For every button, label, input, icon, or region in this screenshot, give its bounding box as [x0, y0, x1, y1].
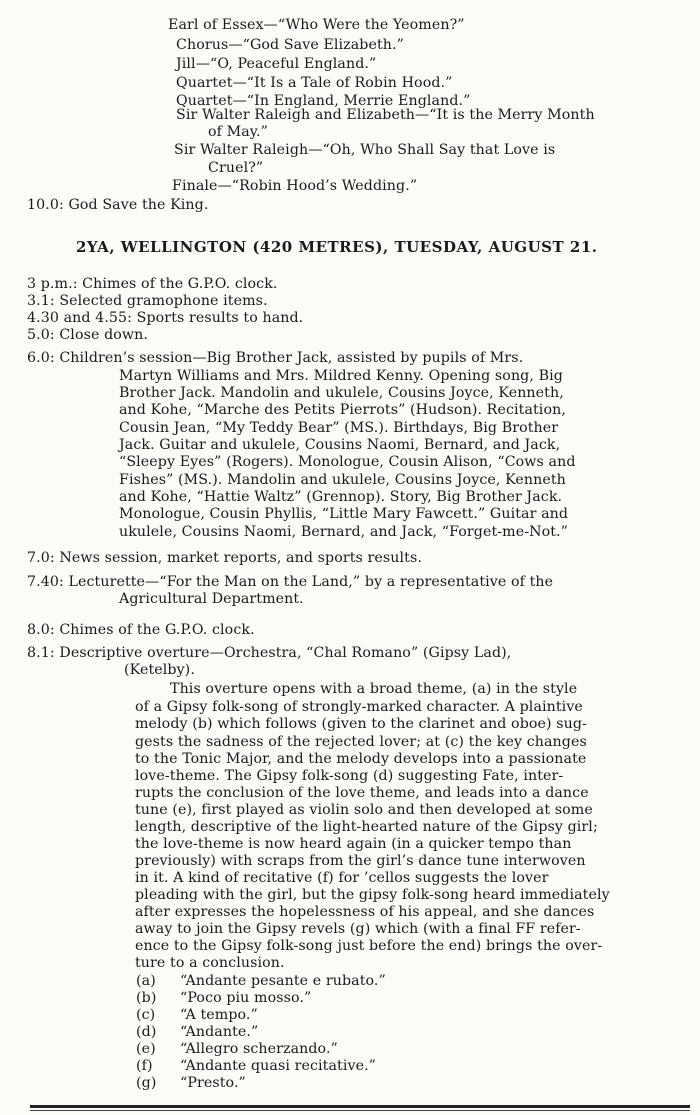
tempo-marking-text: “Andante.”	[180, 1024, 259, 1040]
schedule-line: and Kohe, “Hattie Waltz” (Grennop). Story, Big Brother Jack.	[119, 489, 563, 505]
schedule-line: ture to a conclusion.	[135, 955, 285, 971]
tempo-marking-text: “Presto.”	[180, 1075, 246, 1091]
schedule-line: to the Tonic Major, and the melody develops into a passionate	[135, 751, 587, 767]
schedule-line: in it. A kind of recitative (f) for ’cellos suggests the lover	[135, 870, 549, 886]
schedule-line: the love-theme is now heard again (in a quicker tempo than	[135, 836, 572, 852]
schedule-line: 3.1: Selected gramophone items.	[27, 293, 268, 309]
schedule-line: previously) with scraps from the girl’s dance tune interwoven	[135, 853, 586, 869]
schedule-line: “Sleepy Eyes” (Rogers). Monologue, Cousin Alison, “Cows and	[119, 454, 576, 470]
tempo-marking-label: (b)	[136, 990, 157, 1006]
schedule-line: of a Gipsy folk-song of strongly-marked character. A plaintive	[135, 699, 583, 715]
tempo-marking-label: (c)	[136, 1007, 156, 1023]
programme-line: Sir Walter Raleigh—“Oh, Who Shall Say that Love is	[174, 142, 556, 158]
tempo-marking-label: (g)	[136, 1075, 157, 1091]
bottom-rule	[30, 1105, 690, 1108]
schedule-line: 8.1: Descriptive overture—Orchestra, “Chal Romano” (Gipsy Lad),	[27, 645, 512, 661]
programme-line: Cruel?”	[208, 160, 264, 176]
schedule-line: 6.0: Children’s session—Big Brother Jack, assisted by pupils of Mrs.	[27, 350, 524, 366]
programme-line: Earl of Essex—“Who Were the Yeomen?”	[168, 17, 465, 33]
programme-line: Quartet—“It Is a Tale of Robin Hood.”	[176, 75, 453, 91]
schedule-line: Brother Jack. Mandolin and ukulele, Cousins Joyce, Kenneth,	[119, 385, 564, 401]
schedule-line: tune (e), first played as violin solo and then developed at some	[135, 802, 593, 818]
tempo-marking-text: “Poco piu mosso.”	[180, 990, 312, 1006]
tempo-marking-text: “Allegro scherzando.”	[180, 1041, 338, 1057]
programme-line: Chorus—“God Save Elizabeth.”	[176, 37, 404, 53]
programme-line: Quartet—“In England, Merrie England.”	[176, 93, 471, 109]
schedule-line: 7.0: News session, market reports, and sports results.	[27, 550, 422, 566]
station-heading: 2YA, WELLINGTON (420 METRES), TUESDAY, AUGUST 21.	[76, 238, 598, 256]
schedule-line: after expresses the hopelessness of his appeal, and she dances	[135, 904, 595, 920]
programme-line: Sir Walter Raleigh and Elizabeth—“It is the Merry Month	[176, 107, 595, 123]
schedule-line: Jack. Guitar and ukulele, Cousins Naomi, Bernard, and Jack,	[119, 437, 561, 453]
tempo-marking-text: “Andante pesante e rubato.”	[180, 973, 386, 989]
bottom-rule-thin	[30, 1110, 690, 1111]
schedule-line: and Kohe, “Marche des Petits Pierrots” (Hudson). Recitation,	[119, 402, 566, 418]
schedule-line: ence to the Gipsy folk-song just before the end) brings the over-	[135, 938, 603, 954]
schedule-line: Cousin Jean, “My Teddy Bear” (MS.). Birthdays, Big Brother	[119, 420, 559, 436]
tempo-marking-label: (e)	[136, 1041, 156, 1057]
schedule-line: rupts the conclusion of the love theme, and leads into a dance	[135, 785, 589, 801]
schedule-line: melody (b) which follows (given to the clarinet and oboe) sug-	[135, 716, 587, 732]
schedule-line: This overture opens with a broad theme, (a) in the style	[170, 681, 578, 697]
schedule-line: length, descriptive of the light-hearted nature of the Gipsy girl;	[135, 819, 598, 835]
schedule-line: 5.0: Close down.	[27, 327, 148, 343]
programme-line: Jill—“O, Peaceful England.”	[176, 56, 377, 72]
tempo-marking-label: (a)	[136, 973, 156, 989]
schedule-line: Fishes” (MS.). Mandolin and ukulele, Cousins Joyce, Kenneth	[119, 472, 566, 488]
schedule-line: gests the sadness of the rejected lover; at (c) the key changes	[135, 734, 587, 750]
schedule-line: 7.40: Lecturette—“For the Man on the Land,” by a representative of the	[27, 574, 554, 590]
schedule-line: 3 p.m.: Chimes of the G.P.O. clock.	[27, 276, 278, 292]
tempo-marking-text: “Andante quasi recitative.”	[180, 1058, 377, 1074]
schedule-line: away to join the Gipsy revels (g) which (with a final FF refer-	[135, 921, 581, 937]
tempo-marking-label: (d)	[136, 1024, 157, 1040]
programme-line: of May.”	[208, 124, 268, 140]
schedule-line: 4.30 and 4.55: Sports results to hand.	[27, 310, 304, 326]
programme-line: 10.0: God Save the King.	[27, 197, 209, 213]
schedule-line: Monologue, Cousin Phyllis, “Little Mary Fawcett.” Guitar and	[119, 506, 569, 522]
schedule-line: Agricultural Department.	[119, 591, 304, 607]
schedule-line: (Ketelby).	[124, 662, 195, 678]
schedule-line: 8.0: Chimes of the G.P.O. clock.	[27, 622, 255, 638]
schedule-line: Martyn Williams and Mrs. Mildred Kenny. Opening song, Big	[119, 368, 563, 384]
schedule-line: pleading with the girl, but the gipsy folk-song heard immediately	[135, 887, 610, 903]
programme-line: Finale—“Robin Hood’s Wedding.”	[172, 178, 418, 194]
tempo-marking-label: (f)	[136, 1058, 153, 1074]
schedule-line: love-theme. The Gipsy folk-song (d) suggesting Fate, inter-	[135, 768, 564, 784]
tempo-marking-text: “A tempo.”	[180, 1007, 258, 1023]
schedule-line: ukulele, Cousins Naomi, Bernard, and Jack, “Forget-me-Not.”	[119, 524, 569, 540]
